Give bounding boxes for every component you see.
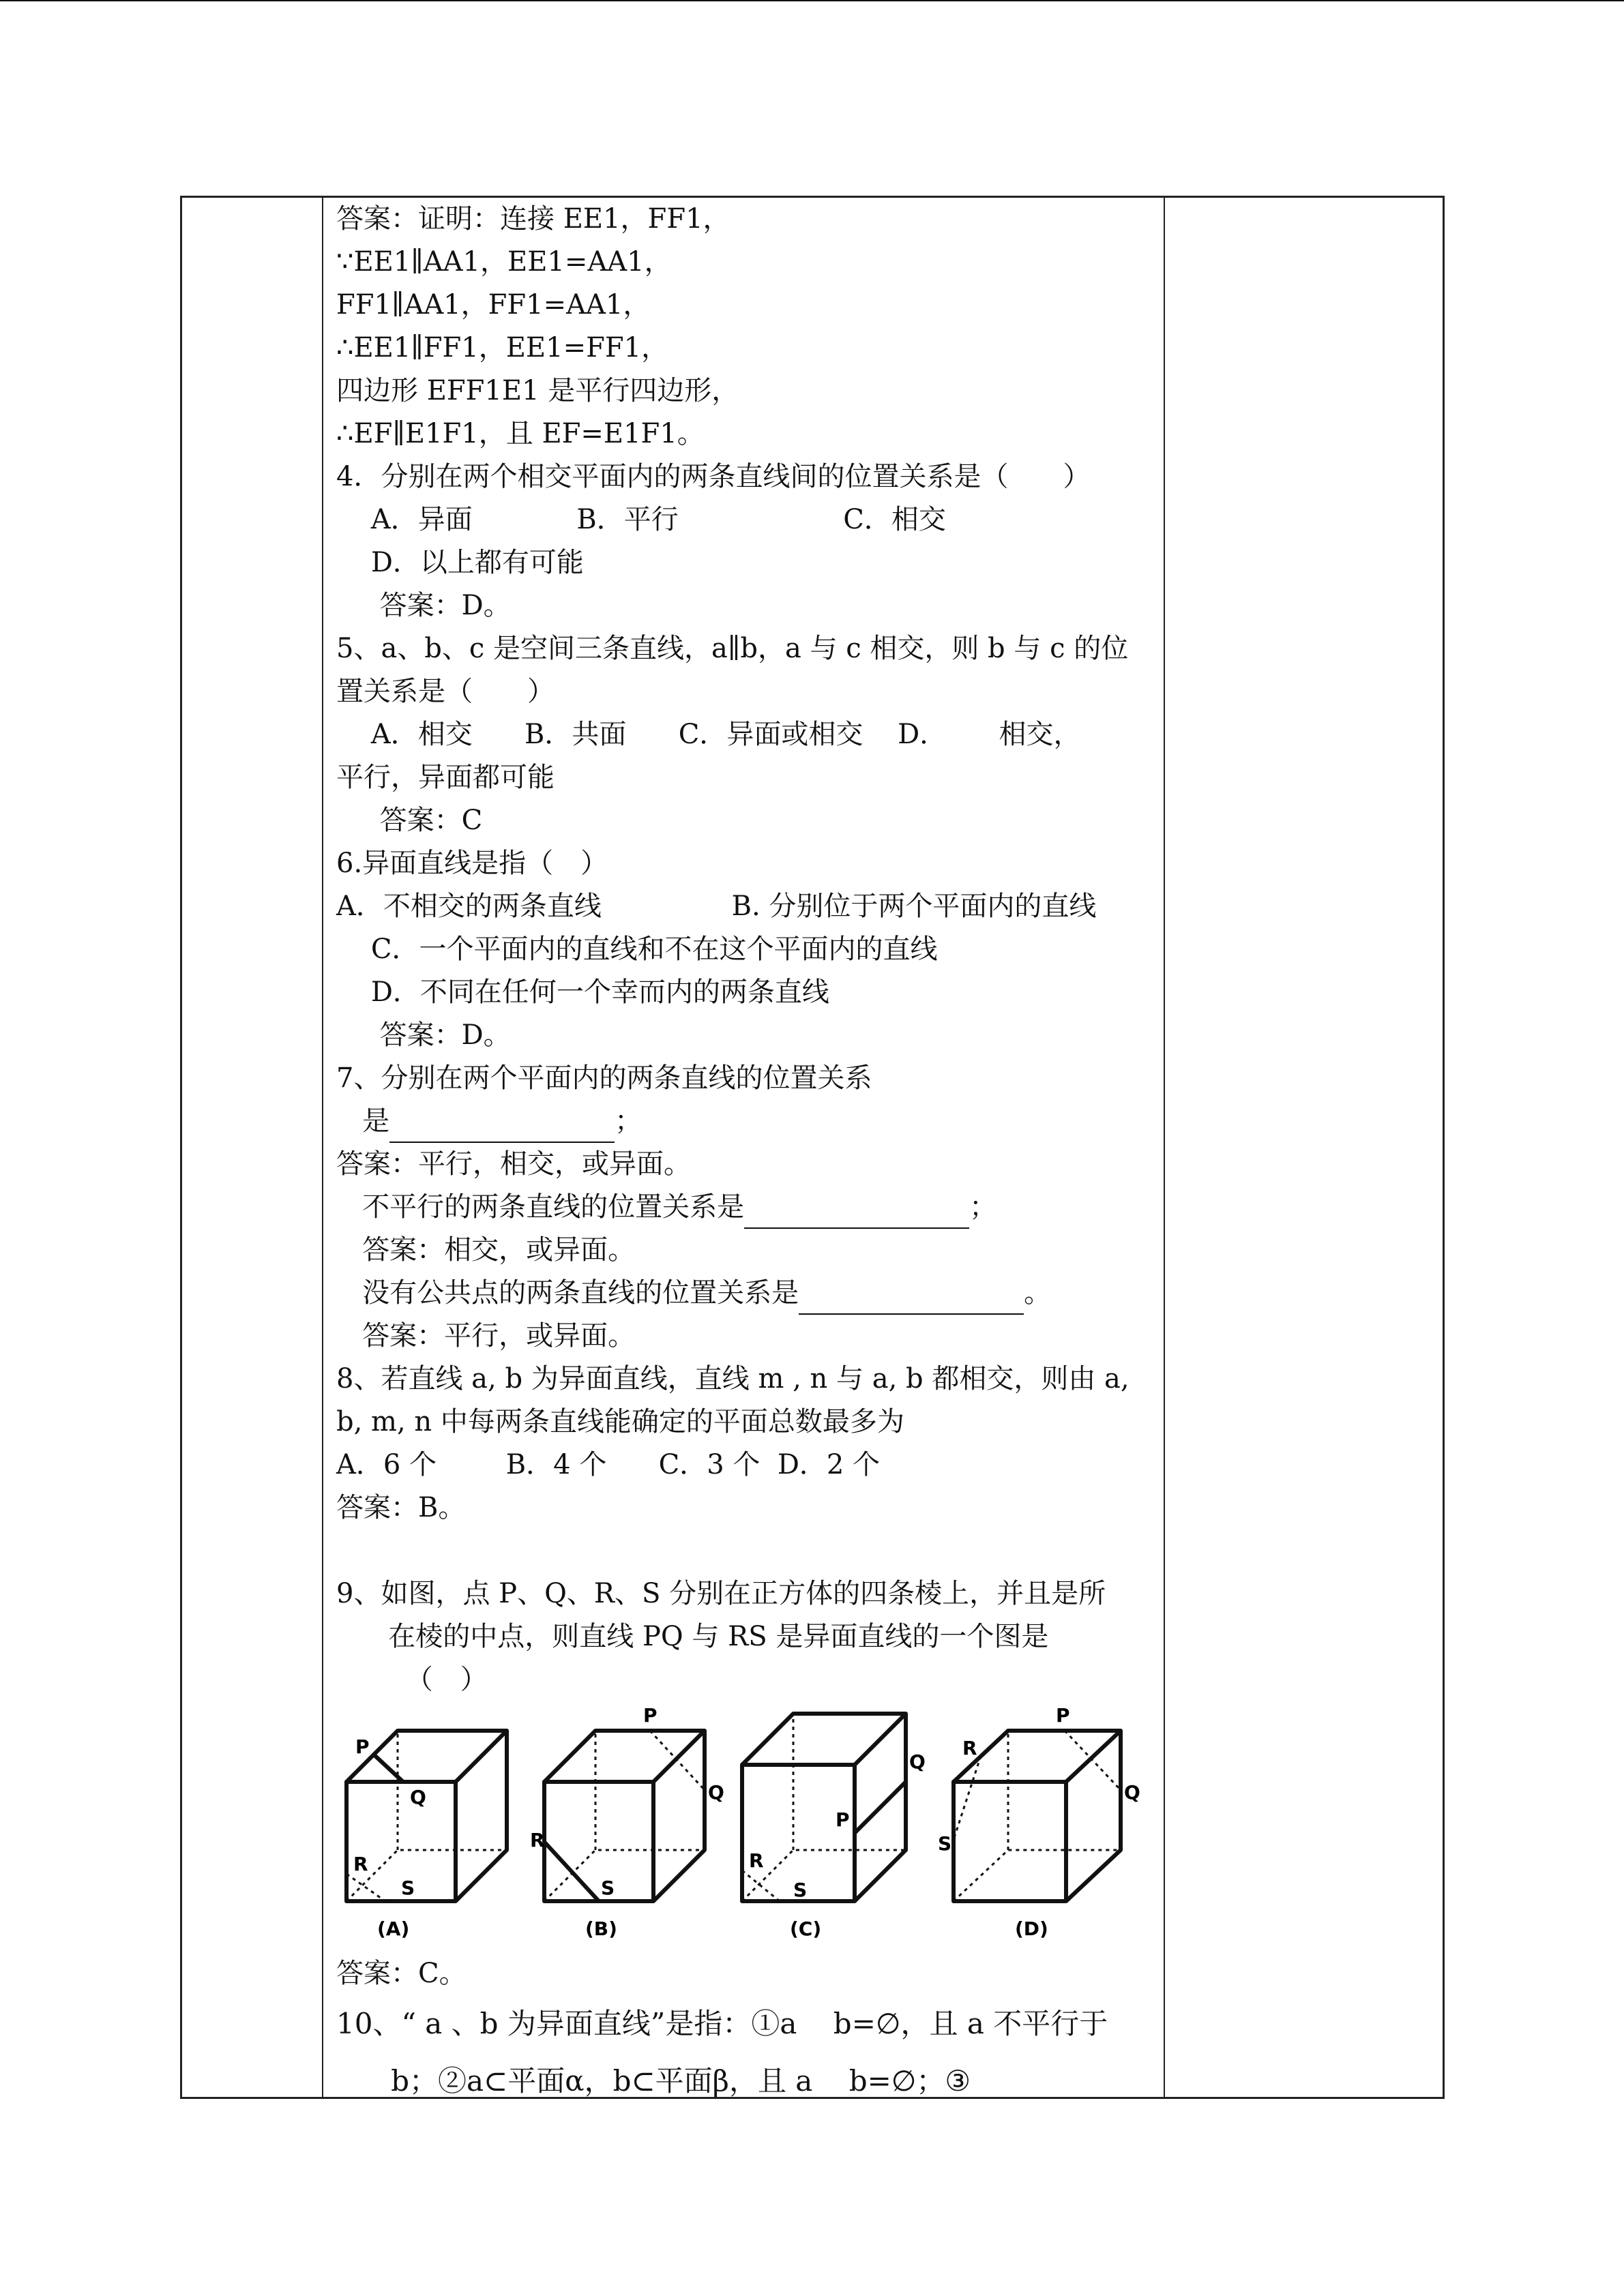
label-s: S	[401, 1877, 415, 1899]
cube-b-drawing	[530, 1704, 725, 1952]
cube-figure-b	[530, 1704, 725, 1952]
cube-figure-a	[336, 1707, 520, 1952]
q6-options-ab: A．不相交的两条直线 B. 分别位于两个平面内的直线	[336, 891, 1097, 922]
q7-prefix: 是	[336, 1105, 390, 1137]
q7c-suffix: 。	[1024, 1277, 1052, 1309]
label-p: P	[1056, 1704, 1070, 1727]
question-5: 5、a、b、c 是空间三条直线，a∥b，a 与 c 相交，则 b 与 c 的位	[336, 633, 1129, 664]
label-r: R	[962, 1737, 977, 1759]
label-s: S	[793, 1879, 808, 1901]
text-line: ∴EF∥E1F1，且 EF=E1F1。	[336, 418, 705, 449]
text-line: FF1∥AA1，FF1=AA1，	[336, 289, 651, 320]
q7-suffix: ；	[615, 1105, 643, 1137]
label-q: Q	[909, 1750, 926, 1773]
q4-options: A．异面 B．平行 C．相交	[336, 504, 946, 535]
q7-blank-line	[336, 1100, 1155, 1143]
caption-c: (C)	[790, 1918, 822, 1940]
column-divider-left	[322, 198, 323, 2097]
q8-options: A．6 个 B．4 个 C．3 个 D．2 个	[336, 1449, 881, 1480]
q4-answer: 答案：D。	[336, 590, 511, 621]
label-p: P	[643, 1704, 658, 1727]
question-8: 8、若直线 a, b 为异面直线，直线 m , n 与 a, b 都相交，则由 a,	[336, 1363, 1130, 1395]
cube-figure-c	[739, 1707, 936, 1952]
q4-option-d: D．以上都有可能	[336, 547, 584, 578]
label-p: P	[355, 1735, 370, 1758]
answer-blank	[799, 1283, 1024, 1315]
label-s: S	[601, 1877, 615, 1899]
question-8-cont: b, m, n 中每两条直线能确定的平面总数最多为	[336, 1406, 904, 1437]
text-line: 四边形 EFF1E1 是平行四边形，	[336, 375, 739, 406]
cube-a-drawing	[336, 1707, 520, 1952]
q7c-answer: 答案：平行，或异面。	[336, 1320, 636, 1352]
q5-answer: 答案：C	[336, 805, 483, 836]
spacer-line	[336, 1530, 1155, 1572]
main-content	[336, 198, 1155, 2110]
question-9-cont: 在棱的中点，则直线 PQ 与 RS 是异面直线的一个图是	[336, 1621, 1049, 1652]
question-4: 4．分别在两个相交平面内的两条直线间的位置关系是（ ）	[336, 461, 1091, 492]
q9-answer: 答案：C。	[336, 1958, 467, 1989]
cube-figure-d	[938, 1704, 1148, 1952]
caption-d: (D)	[1015, 1918, 1048, 1940]
label-s: S	[938, 1832, 952, 1855]
q8-answer: 答案：B。	[336, 1492, 466, 1523]
caption-b: (B)	[585, 1918, 617, 1940]
question-7: 7、分别在两个平面内的两条直线的位置关系	[336, 1062, 872, 1094]
question-5-cont: 置关系是（ ）	[336, 676, 555, 707]
label-q: Q	[410, 1786, 426, 1808]
label-p: P	[836, 1808, 850, 1831]
q7b-blank-line	[336, 1186, 1155, 1229]
q7b-suffix: ；	[969, 1191, 997, 1223]
question-10-cont: b；②a⊂平面α，b⊂平面β，且 a b=∅；③	[336, 2064, 971, 2098]
q6-answer: 答案：D。	[336, 1019, 511, 1051]
text-line: 答案：证明：连接 EE1，FF1，	[336, 203, 730, 235]
question-9-paren: （ ）	[336, 1664, 488, 1695]
q6-option-d: D．不同在任何一个幸而内的两条直线	[336, 976, 829, 1008]
label-r: R	[353, 1853, 368, 1875]
top-border-line	[0, 0, 1624, 1]
question-10: 10、“ a 、b 为异面直线”是指：①a b=∅，且 a 不平行于	[336, 2007, 1108, 2040]
q6-option-c: C．一个平面内的直线和不在这个平面内的直线	[336, 934, 938, 965]
cube-d-drawing	[938, 1704, 1148, 1952]
answer-blank	[389, 1112, 615, 1143]
label-q: Q	[708, 1781, 724, 1804]
q7-answer: 答案：平行，相交，或异面。	[336, 1148, 691, 1180]
question-9: 9、如图，点 P、Q、R、S 分别在正方体的四条棱上，并且是所	[336, 1578, 1106, 1609]
label-r: R	[749, 1849, 764, 1872]
q7b-answer: 答案：相交，或异面。	[336, 1234, 636, 1266]
q5-options-cont: 平行，异面都可能	[336, 762, 555, 793]
text-line: ∵EE1∥AA1，EE1=AA1，	[336, 246, 672, 278]
q5-options: A．相交 B．共面 C．异面或相交 D． 相交，	[336, 719, 1081, 750]
label-r: R	[530, 1829, 545, 1851]
label-q: Q	[1124, 1781, 1140, 1804]
q7b-prefix: 不平行的两条直线的位置关系是	[336, 1191, 745, 1223]
caption-a: (A)	[377, 1918, 410, 1940]
text-line: ∴EE1∥FF1，EE1=FF1，	[336, 332, 669, 363]
column-divider-right	[1164, 198, 1165, 2097]
q7c-prefix: 没有公共点的两条直线的位置关系是	[336, 1277, 799, 1309]
cube-figures	[336, 1704, 1155, 1952]
question-6: 6.异面直线是指（ ）	[336, 848, 608, 879]
answer-blank	[744, 1197, 969, 1229]
q7c-blank-line	[336, 1272, 1155, 1315]
cube-c-drawing	[739, 1707, 936, 1952]
